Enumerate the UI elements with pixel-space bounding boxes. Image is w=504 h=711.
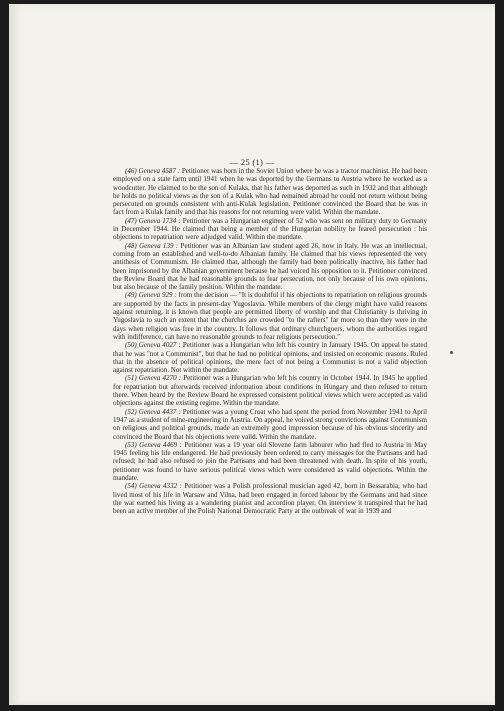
decision-paragraph (113, 291, 427, 341)
case-reference: (51) Geneva 4270 : (125, 374, 182, 383)
decision-paragraph (113, 341, 427, 374)
case-reference: (47) Geneva 1734 : (125, 216, 181, 225)
case-text: Petitioner was a Hungarian engineer of 52 who was sent on military duty to Germany in December 1944. He claimed that being a member of the Hungarian nobility he feared persecution : his objections to repatriation were adjudged valid. Within the mandate. (113, 216, 427, 242)
case-text: Petitioner was born in the Soviet Union where he was a tractor machinist. He had been employed on a state farm until 1941 when he was deported by the Germans to Austria where he worked as a woodcutter. He claimed to be the son of Kulaks, that his father was deported as such in 1932 and that although he holds no political views as the son of a Kulak who had remained abroad he could not return without being persecuted on grounds consistent with anti-Kulak legislation. Petitioner convinced the Board that he was in fact from a Kulak family and that his reasons for not returning were valid. Within the mandate. (113, 167, 427, 217)
decision-list (113, 167, 427, 515)
case-text: Petitioner was a Polish professional musician aged 42, born in Bessarabia, who had lived most of his life in Warsaw and Vilna, had been engaged in forced labour by the Germans and had since the war earned his living as a wandering pianist and accordion player. On interview it transpired that he had been an active member of the Polish National Democratic Party at the outbreak of war in 1939 and (113, 482, 427, 516)
case-reference: (46) Geneva 4587 : (125, 167, 181, 175)
case-reference: (50) Geneva 4027 : (125, 341, 181, 350)
decision-paragraph (113, 217, 427, 242)
case-reference: (53) Geneva 4469 : (125, 440, 182, 449)
decision-paragraph (113, 374, 427, 407)
decision-paragraph (113, 441, 427, 482)
case-text: Petitioner was an Albanian law student aged 26, now in Italy. He was an intellectual, coming from an established and well-to-do Albanian family. He claimed that his views represented the very antithesis of Communism. He claimed that, although the family had been politically inactive, his father had been imprisoned by the Albanian government because he had voiced his opposition to it. Petitioner convinced the Review Board that he had reasonable grounds to fear persecution, not only because of his own opinions, but also because of the family position. Within the mandate. (113, 241, 428, 292)
case-reference: (52) Geneva 4437 : (125, 407, 181, 416)
margin-mark (450, 351, 453, 354)
case-text: Petitioner was a 19 year old Slovene farm labourer who had fled to Austria in May 1945 feeling his life endangered. He had previously been ordered to carry messages for the Partisans and had refused; he had also refused to join the Partisans and had been threatened with death. In spite of his youth, petitioner was found to have serious political views which were considered as valid objections. Within the mandate. (113, 440, 427, 482)
case-text: Petitioner was a Hungarian who left his country in October 1944. In 1945 he applied for repatriation but afterwards received information about conditions in Hungary and then refused to return there. When heard by the Review Board he expressed consistent political views which were accepted as valid objections against the existing regime. Within the mandate. (113, 374, 427, 408)
case-reference: (54) Geneva 4332 : (125, 482, 182, 491)
decision-paragraph (113, 482, 427, 515)
page-number: — 25 (1) — (229, 157, 275, 167)
case-text: from the decision — "It is doubtful if his objections to repatriation on religious grounds are supported by the facts in present-day Yugoslavia. While members of the clergy might have valid reasons against returning, it is known that people are permitted liberty of worship and that Christianity is thriving in Yugoslavia to such an extent that the churches are crowded "to the rafters" far more so than they were in the days when religion was free in the country. It follows that ordinary churchgoers, whom the authorities regard with indifference, can have no reasonable grounds to fear religious persecution." (113, 291, 427, 341)
case-reference: (49) Geneva 929 : (125, 291, 177, 300)
case-text: Petitioner was a young Croat who had spent the period from November 1941 to April 1947 as a student of mine-engineering in Austria. On appeal, he voiced strong convictions against Communism on religious and political grounds, made an extremely good impression because of his obvious sincerity and convinced the Board that his objections were valid. Within the mandate. (113, 407, 427, 441)
case-reference: (48) Geneva 139 : (125, 241, 179, 250)
decision-paragraph (113, 167, 427, 217)
document-page (9, 4, 495, 705)
case-text: Petitioner was a Hungarian who left his country in January 1945. On appeal he stated that he was "not a Communist", but that he had no political opinions, and insisted on economic reasons. Ruled that in the absence of political opinions, the mere fact of not being a Communist is not a valid objection against repatriation. Not within the mandate. (113, 341, 427, 375)
decision-paragraph (113, 408, 427, 441)
decision-paragraph (113, 242, 427, 292)
